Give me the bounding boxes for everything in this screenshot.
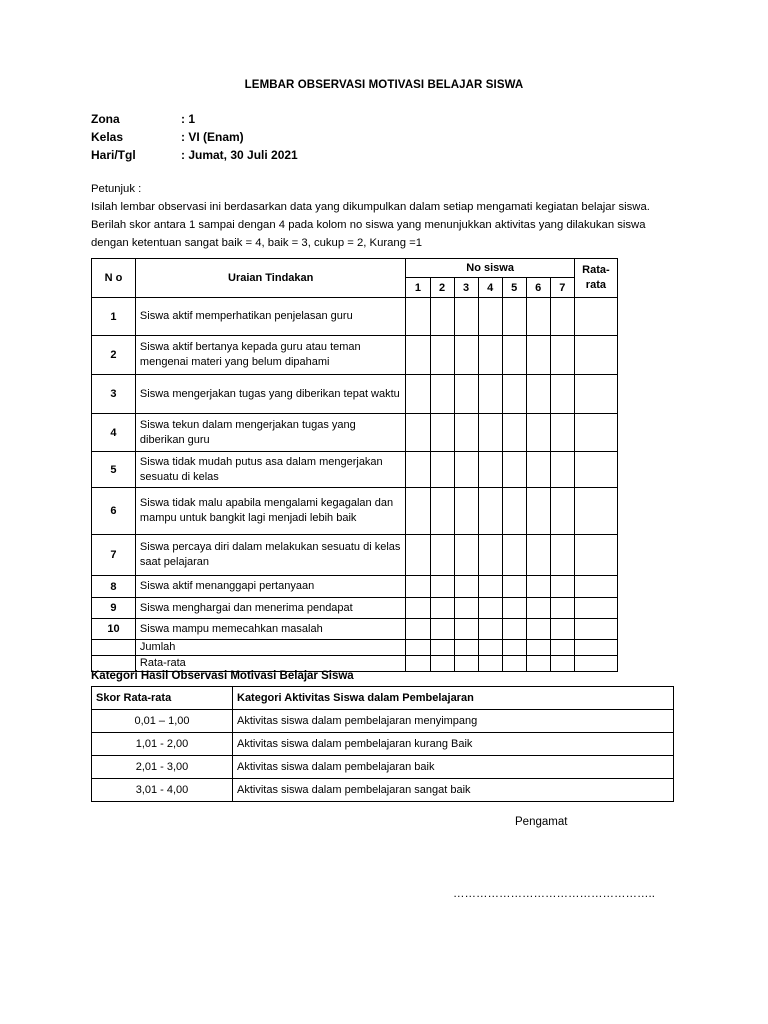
score-cell[interactable] (454, 535, 478, 576)
footer-score-cell[interactable] (526, 656, 550, 672)
score-cell[interactable] (478, 576, 502, 598)
score-cell[interactable] (430, 576, 454, 598)
table-row (92, 576, 618, 598)
score-cell[interactable] (550, 375, 574, 414)
score-cell[interactable] (406, 619, 430, 640)
score-cell[interactable] (526, 488, 550, 535)
footer-score-cell[interactable] (406, 640, 430, 656)
average-cell[interactable] (574, 452, 617, 488)
footer-score-cell[interactable] (478, 640, 502, 656)
score-cell[interactable] (502, 488, 526, 535)
score-cell[interactable] (478, 598, 502, 619)
row-number: 3 (92, 375, 136, 414)
table-row (92, 488, 618, 535)
average-cell[interactable] (574, 414, 617, 452)
header-no-siswa: No siswa (406, 259, 574, 278)
page-title: LEMBAR OBSERVASI MOTIVASI BELAJAR SISWA (244, 79, 524, 91)
category-label: Aktivitas siswa dalam pembelajaran menyimpang (233, 710, 674, 733)
row-number: 4 (92, 414, 136, 452)
header-uraian: Uraian Tindakan (135, 259, 406, 298)
header-no: N o (92, 259, 136, 298)
score-cell[interactable] (430, 598, 454, 619)
score-cell[interactable] (550, 576, 574, 598)
category-range: 2,01 - 3,00 (92, 756, 233, 779)
row-number: 6 (92, 488, 136, 535)
signature-label: Pengamat (515, 816, 568, 828)
score-cell[interactable] (526, 414, 550, 452)
score-cell[interactable] (406, 336, 430, 375)
header-student-number: 7 (550, 278, 574, 298)
score-cell[interactable] (550, 535, 574, 576)
row-description: Siswa menghargai dan menerima pendapat (135, 598, 406, 619)
score-cell[interactable] (454, 598, 478, 619)
score-cell[interactable] (430, 414, 454, 452)
score-cell[interactable] (502, 576, 526, 598)
header-rata-rata: Rata-rata (574, 259, 617, 298)
category-label: Aktivitas siswa dalam pembelajaran kurang Baik (233, 733, 674, 756)
score-cell[interactable] (526, 375, 550, 414)
table-row (92, 336, 618, 375)
info-label: Zona (91, 112, 120, 126)
score-cell[interactable] (430, 619, 454, 640)
info-row-zona (91, 110, 298, 128)
average-cell[interactable] (574, 336, 617, 375)
footer-score-cell[interactable] (550, 656, 574, 672)
score-cell[interactable] (550, 336, 574, 375)
score-cell[interactable] (454, 619, 478, 640)
score-cell[interactable] (478, 619, 502, 640)
footer-score-cell[interactable] (406, 656, 430, 672)
category-label: Aktivitas siswa dalam pembelajaran baik (233, 756, 674, 779)
score-cell[interactable] (406, 298, 430, 336)
table-row (92, 452, 618, 488)
category-title: Kategori Hasil Observasi Motivasi Belajar Siswa (91, 670, 354, 682)
score-cell[interactable] (478, 298, 502, 336)
row-description: Siswa tidak malu apabila mengalami kegagalan dan mampu untuk bangkit lagi menjadi lebih baik (135, 488, 406, 535)
score-cell[interactable] (478, 414, 502, 452)
info-value: : Jumat, 30 Juli 2021 (181, 148, 298, 162)
score-cell[interactable] (430, 488, 454, 535)
score-cell[interactable] (526, 535, 550, 576)
header-student-number: 4 (478, 278, 502, 298)
score-cell[interactable] (454, 375, 478, 414)
category-row (92, 779, 674, 802)
score-cell[interactable] (502, 414, 526, 452)
footer-empty-cell (92, 640, 136, 656)
row-number: 8 (92, 576, 136, 598)
score-cell[interactable] (430, 535, 454, 576)
score-cell[interactable] (406, 452, 430, 488)
footer-score-cell[interactable] (454, 640, 478, 656)
score-cell[interactable] (502, 298, 526, 336)
score-cell[interactable] (454, 576, 478, 598)
average-cell[interactable] (574, 619, 617, 640)
score-cell[interactable] (430, 452, 454, 488)
score-cell[interactable] (454, 452, 478, 488)
score-cell[interactable] (526, 336, 550, 375)
score-cell[interactable] (502, 336, 526, 375)
footer-label: Rata-rata (135, 656, 406, 672)
category-header-label: Kategori Aktivitas Siswa dalam Pembelajaran (233, 687, 674, 710)
footer-label: Jumlah (135, 640, 406, 656)
score-cell[interactable] (454, 336, 478, 375)
row-number: 5 (92, 452, 136, 488)
table-row (92, 298, 618, 336)
score-cell[interactable] (550, 298, 574, 336)
score-cell[interactable] (430, 375, 454, 414)
average-cell[interactable] (574, 598, 617, 619)
score-cell[interactable] (430, 298, 454, 336)
score-cell[interactable] (526, 576, 550, 598)
score-cell[interactable] (526, 452, 550, 488)
score-cell[interactable] (478, 452, 502, 488)
table-row (92, 375, 618, 414)
row-description: Siswa mampu memecahkan masalah (135, 619, 406, 640)
score-cell[interactable] (550, 414, 574, 452)
score-cell[interactable] (478, 535, 502, 576)
score-cell[interactable] (406, 414, 430, 452)
table-row (92, 619, 618, 640)
category-label: Aktivitas siswa dalam pembelajaran sangat baik (233, 779, 674, 802)
signature-line: …………………………………………….. (453, 888, 655, 900)
row-number: 2 (92, 336, 136, 375)
row-description: Siswa aktif bertanya kepada guru atau teman mengenai materi yang belum dipahami (135, 336, 406, 375)
instructions (91, 180, 681, 252)
score-cell[interactable] (406, 598, 430, 619)
instructions-text: Isilah lembar observasi ini berdasarkan data yang dikumpulkan dalam setiap mengamati kegiatan belajar siswa. Berilah skor antara 1 sampai dengan 4 pada kolom no siswa yang menunjukkan aktivitas yang dilakukan siswa dengan ketentuan sangat baik = 4, baik = 3, cukup = 2, Kurang =1 (91, 201, 650, 249)
score-cell[interactable] (526, 619, 550, 640)
footer-average-cell[interactable] (574, 640, 617, 656)
row-number: 10 (92, 619, 136, 640)
footer-score-cell[interactable] (430, 656, 454, 672)
table-row (92, 414, 618, 452)
footer-score-cell[interactable] (478, 656, 502, 672)
info-row-hari-tgl (91, 146, 298, 164)
score-cell[interactable] (526, 298, 550, 336)
average-cell[interactable] (574, 375, 617, 414)
score-cell[interactable] (406, 488, 430, 535)
info-value: : VI (Enam) (181, 130, 244, 144)
table-row (92, 535, 618, 576)
score-cell[interactable] (406, 576, 430, 598)
row-description: Siswa percaya diri dalam melakukan sesuatu di kelas saat pelajaran (135, 535, 406, 576)
score-cell[interactable] (526, 598, 550, 619)
instructions-heading: Petunjuk : (91, 183, 142, 195)
category-table (91, 686, 674, 802)
footer-score-cell[interactable] (454, 656, 478, 672)
score-cell[interactable] (550, 619, 574, 640)
row-description: Siswa tekun dalam mengerjakan tugas yang diberikan guru (135, 414, 406, 452)
footer-score-cell[interactable] (430, 640, 454, 656)
footer-score-cell[interactable] (550, 640, 574, 656)
score-cell[interactable] (454, 488, 478, 535)
average-cell[interactable] (574, 488, 617, 535)
info-row-kelas (91, 128, 298, 146)
average-cell[interactable] (574, 535, 617, 576)
score-cell[interactable] (478, 375, 502, 414)
footer-score-cell[interactable] (526, 640, 550, 656)
footer-score-cell[interactable] (502, 656, 526, 672)
category-range: 0,01 – 1,00 (92, 710, 233, 733)
header-student-number: 1 (406, 278, 430, 298)
header-student-number: 2 (430, 278, 454, 298)
score-cell[interactable] (478, 336, 502, 375)
score-cell[interactable] (502, 598, 526, 619)
score-cell[interactable] (502, 452, 526, 488)
row-number: 7 (92, 535, 136, 576)
footer-average-cell[interactable] (574, 656, 617, 672)
average-cell[interactable] (574, 298, 617, 336)
row-description: Siswa mengerjakan tugas yang diberikan tepat waktu (135, 375, 406, 414)
score-cell[interactable] (502, 535, 526, 576)
header-student-number: 5 (502, 278, 526, 298)
score-cell[interactable] (550, 598, 574, 619)
score-cell[interactable] (550, 452, 574, 488)
score-cell[interactable] (454, 298, 478, 336)
info-label: Hari/Tgl (91, 148, 136, 162)
header-student-number: 6 (526, 278, 550, 298)
category-row (92, 710, 674, 733)
category-range: 1,01 - 2,00 (92, 733, 233, 756)
category-row (92, 733, 674, 756)
score-cell[interactable] (430, 336, 454, 375)
row-description: Siswa aktif memperhatikan penjelasan guru (135, 298, 406, 336)
score-cell[interactable] (406, 375, 430, 414)
row-description: Siswa aktif menanggapi pertanyaan (135, 576, 406, 598)
observation-table (91, 258, 618, 672)
category-range: 3,01 - 4,00 (92, 779, 233, 802)
table-row (92, 598, 618, 619)
category-row (92, 756, 674, 779)
score-cell[interactable] (502, 375, 526, 414)
score-cell[interactable] (550, 488, 574, 535)
table-footer-row (92, 640, 618, 656)
row-number: 9 (92, 598, 136, 619)
info-block (91, 110, 298, 164)
footer-score-cell[interactable] (502, 640, 526, 656)
score-cell[interactable] (478, 488, 502, 535)
average-cell[interactable] (574, 576, 617, 598)
row-description: Siswa tidak mudah putus asa dalam mengerjakan sesuatu di kelas (135, 452, 406, 488)
score-cell[interactable] (406, 535, 430, 576)
header-student-number: 3 (454, 278, 478, 298)
row-number: 1 (92, 298, 136, 336)
score-cell[interactable] (502, 619, 526, 640)
category-header-score: Skor Rata-rata (92, 687, 233, 710)
info-value: : 1 (181, 112, 196, 126)
info-label: Kelas (91, 130, 124, 144)
score-cell[interactable] (454, 414, 478, 452)
